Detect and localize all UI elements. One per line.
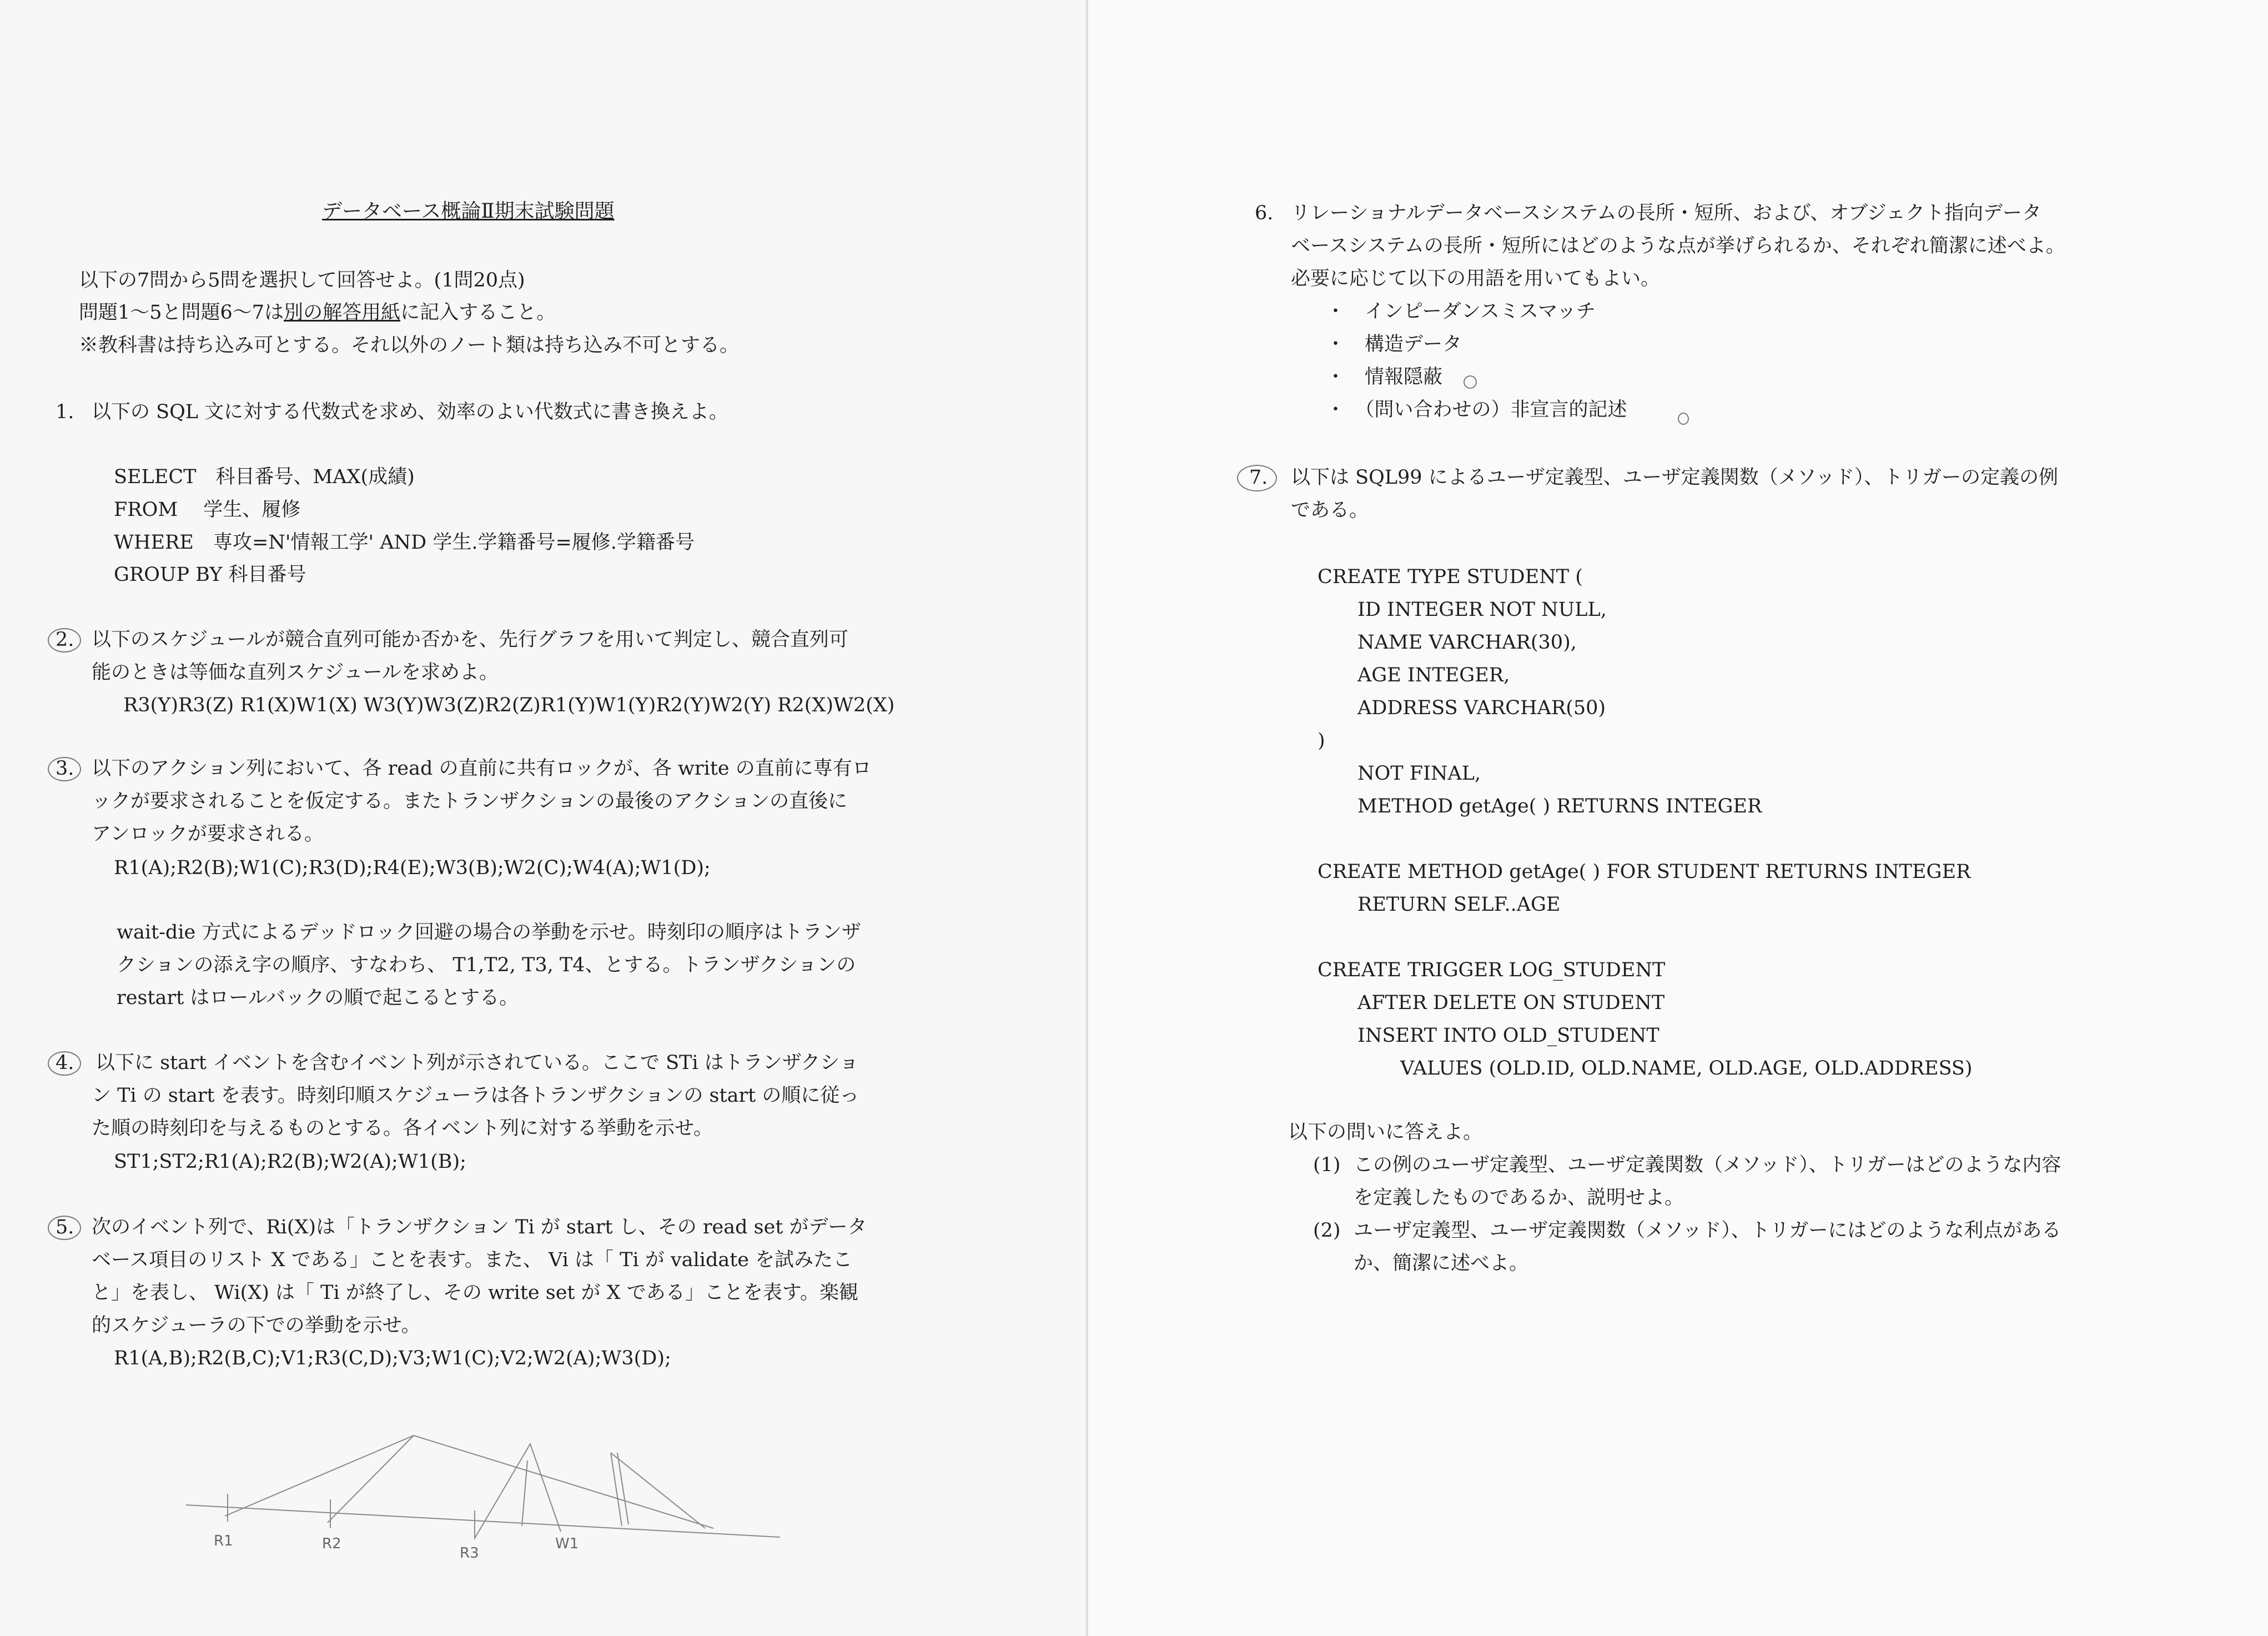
event-sequence: R1(A,B);R2(B,C);V1;R3(C,D);V3;W1(C);V2;W2(A);W3(D); xyxy=(114,1347,671,1369)
sketch-label: W1 xyxy=(555,1535,579,1552)
schedule-code: R3(Y)R3(Z) R1(X)W1(X) W3(Y)W3(Z)R2(Z)R1(Y)W1(Y)R2(Y)W2(Y) R2(X)W2(X) xyxy=(123,694,895,716)
question-text: ン Ti の start を表す。時刻印順スケジューラは各トランザクションの start の順に従っ xyxy=(92,1085,859,1107)
bullet-item: ・ インピーダンスミスマッチ xyxy=(1326,300,1596,323)
subquestion-text: この例のユーザ定義型、ユーザ定義関数（メソッド）、トリガーはどのような内容 xyxy=(1354,1154,2061,1176)
sql-code: SELECT 科目番号、MAX(成績) xyxy=(114,466,415,488)
question-number: 4. xyxy=(56,1052,74,1074)
sql99-code: ) xyxy=(1317,730,1325,752)
sql99-code: CREATE TRIGGER LOG_STUDENT xyxy=(1317,959,1666,981)
question-text: 以下は SQL99 によるユーザ定義型、ユーザ定義関数（メソッド）、トリガーの定義の例 xyxy=(1291,466,2059,489)
left-page xyxy=(0,0,1088,1636)
question-text: 以下のアクション列において、各 read の直前に共有ロックが、各 write の直前に専有ロ xyxy=(92,757,872,780)
sql99-code: NOT FINAL, xyxy=(1357,762,1481,785)
sql99-code: ADDRESS VARCHAR(50) xyxy=(1357,697,1606,719)
event-sequence: ST1;ST2;R1(A);R2(B);W2(A);W1(B); xyxy=(114,1151,466,1173)
question-text: ベース項目のリスト X である」ことを表す。また、 Vi は「 Ti が validate を試みたこ xyxy=(92,1249,853,1271)
sql99-code: NAME VARCHAR(30), xyxy=(1357,631,1577,654)
handwritten-mark xyxy=(1464,375,1477,389)
question-text: 能のときは等価な直列スケジュールを求めよ。 xyxy=(92,661,499,684)
question-text: ックが要求されることを仮定する。またトランザクションの最後のアクションの直後に xyxy=(92,790,848,812)
sql99-code: VALUES (OLD.ID, OLD.NAME, OLD.AGE, OLD.ADDRESS) xyxy=(1400,1057,1973,1080)
question-text: 必要に応じて以下の用語を用いてもよい。 xyxy=(1291,268,1661,290)
question-number: 1. xyxy=(56,401,74,423)
sql99-code: ID INTEGER NOT NULL, xyxy=(1357,599,1607,621)
question-text: クションの添え字の順序、すなわち、 T1,T2, T3, T4、とする。トランザクションの xyxy=(117,954,856,976)
subquestion-number: (2) xyxy=(1313,1220,1341,1242)
subquestion-number: (1) xyxy=(1313,1154,1341,1176)
question-number: 3. xyxy=(56,757,74,780)
sql-code: GROUP BY 科目番号 xyxy=(114,564,306,586)
question-text: 的スケジューラの下での挙動を示せ。 xyxy=(92,1314,421,1337)
subquestion-text: か、簡潔に述べよ。 xyxy=(1354,1252,1529,1274)
action-sequence: R1(A);R2(B);W1(C);R3(D);R4(E);W3(B);W2(C);W4(A);W1(D); xyxy=(114,857,711,879)
sketch-label: R1 xyxy=(214,1533,233,1549)
sql99-code: AFTER DELETE ON STUDENT xyxy=(1357,992,1665,1014)
sql99-code: CREATE METHOD getAge( ) FOR STUDENT RETURNS INTEGER xyxy=(1317,861,1971,883)
question-text: 次のイベント列で、Ri(X)は「トランザクション Ti が start し、その read set がデータ xyxy=(92,1216,867,1238)
handwritten-mark xyxy=(1678,413,1689,425)
instruction-line: 問題1～5と問題6～7は別の解答用紙に記入すること。 xyxy=(79,302,556,324)
bullet-item: ・ 構造データ xyxy=(1326,333,1462,355)
question-text: た順の時刻印を与えるものとする。各イベント列に対する挙動を示せ。 xyxy=(92,1117,713,1140)
question-text: リレーショナルデータベースシステムの長所・短所、および、オブジェクト指向データ xyxy=(1291,202,2042,224)
sql99-code: METHOD getAge( ) RETURNS INTEGER xyxy=(1357,795,1762,817)
question-number: 2. xyxy=(56,629,74,651)
instruction-line: 以下の7問から5問を選択して回答せよ。(1問20点) xyxy=(79,269,525,292)
sql-code: WHERE 専攻=N'情報工学' AND 学生.学籍番号=履修.学籍番号 xyxy=(114,531,695,554)
pencil-sketch xyxy=(0,0,1088,1636)
sql99-code: RETURN SELF..AGE xyxy=(1357,894,1561,916)
sketch-label: R3 xyxy=(460,1545,479,1562)
sql-code: FROM 学生、履修 xyxy=(114,499,301,521)
question-text: である。 xyxy=(1291,499,1369,521)
bullet-item: ・ （問い合わせの）非宣言的記述 xyxy=(1326,399,1627,421)
subquestion-text: を定義したものであるか、説明せよ。 xyxy=(1354,1187,1684,1209)
question-text: restart はロールバックの順で起こるとする。 xyxy=(117,987,519,1009)
question-number: 6. xyxy=(1255,202,1274,224)
sketch-label: R2 xyxy=(322,1535,341,1552)
question-text: 以下のスケジュールが競合直列可能か否かを、先行グラフを用いて判定し、競合直列可 xyxy=(92,629,848,651)
question-number: 7. xyxy=(1249,466,1268,489)
exam-title: データベース概論Ⅱ期末試験問題 xyxy=(322,200,615,223)
question-text: アンロックが要求される。 xyxy=(92,823,324,845)
sql99-code: INSERT INTO OLD_STUDENT xyxy=(1357,1025,1659,1047)
question-text: 以下の問いに答えよ。 xyxy=(1288,1121,1483,1143)
question-text: と」を表し、 Wi(X) は「 Ti が終了し、その write set が X である」ことを表す。楽観 xyxy=(92,1282,858,1304)
question-text: wait-die 方式によるデッドロック回避の場合の挙動を示せ。時刻印の順序はトランザ xyxy=(117,921,861,944)
right-page xyxy=(1088,0,2268,1636)
instruction-line: ※教科書は持ち込み可とする。それ以外のノート類は持ち込み不可とする。 xyxy=(79,334,739,357)
question-text: ベースシステムの長所・短所にはどのような点が挙げられるか、それぞれ簡潔に述べよ。 xyxy=(1291,235,2065,257)
question-text: 以下の SQL 文に対する代数式を求め、効率のよい代数式に書き換えよ。 xyxy=(92,401,728,423)
question-text: 以下に start イベントを含むイベント列が示されている。ここで STi はトランザクショ xyxy=(95,1052,859,1074)
bullet-item: ・ 情報隠蔽 xyxy=(1326,366,1443,388)
subquestion-text: ユーザ定義型、ユーザ定義関数（メソッド）、トリガーにはどのような利点がある xyxy=(1354,1220,2061,1242)
question-number: 5. xyxy=(56,1216,74,1238)
sql99-code: AGE INTEGER, xyxy=(1357,664,1510,686)
sql99-code: CREATE TYPE STUDENT ( xyxy=(1317,566,1583,588)
